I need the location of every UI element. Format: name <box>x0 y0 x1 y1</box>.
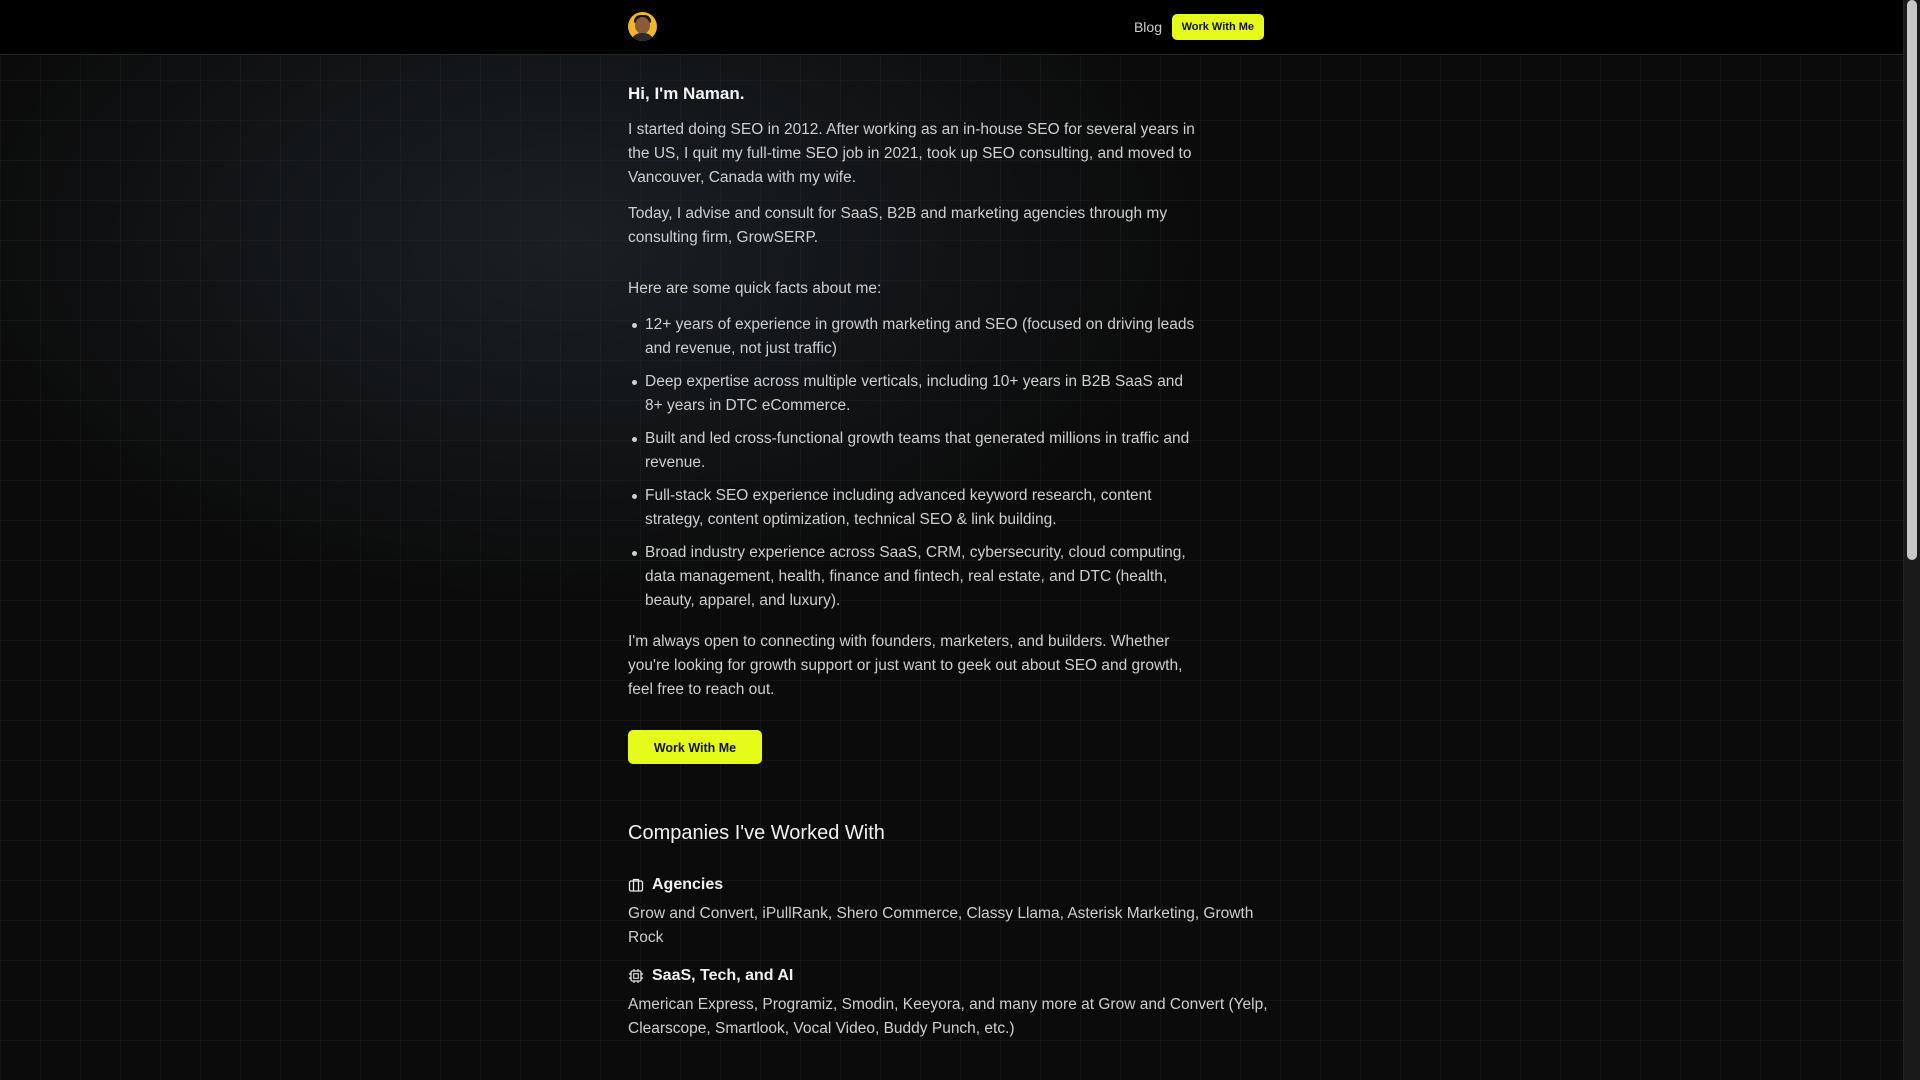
closing-paragraph: I'm always open to connecting with founders, marketers, and builders. Whether you're looking for growth support or just want to geek out about SEO and growth, feel free to reach out. <box>628 633 1183 698</box>
avatar-face <box>635 17 650 34</box>
chip-icon <box>628 968 644 984</box>
intro-title: Hi, I'm Naman. <box>628 84 745 103</box>
main-content <box>628 54 1288 1041</box>
nav-container <box>628 0 1264 54</box>
category-saas-header <box>628 964 1288 988</box>
fact-item: Deep expertise across multiple verticals, including 10+ years in B2B SaaS and 8+ years in DTC eCommerce. <box>645 370 1200 418</box>
avatar-icon[interactable] <box>628 12 657 41</box>
facts-list <box>628 313 1200 613</box>
scrollbar[interactable] <box>1903 0 1920 1080</box>
fact-item: Built and led cross-functional growth teams that generated millions in traffic and revenue. <box>645 427 1200 475</box>
scrollbar-thumb[interactable] <box>1907 0 1917 560</box>
fact-item: Full-stack SEO experience including advanced keyword research, content strategy, content optimization, technical SEO & link building. <box>645 484 1200 532</box>
work-with-me-button[interactable]: Work With Me <box>628 730 762 764</box>
nav-blog-link[interactable]: Blog <box>1133 19 1162 35</box>
fact-item: Broad industry experience across SaaS, CRM, cybersecurity, cloud computing, data management, health, finance and fintech, real estate, and DTC (health, beauty, apparel, and luxury). <box>645 541 1200 613</box>
intro-paragraph-2: Today, I advise and consult for SaaS, B2B and marketing agencies through my consulting firm, GrowSERP. <box>628 205 1168 246</box>
category-agencies-list: Grow and Convert, iPullRank, Shero Commerce, Classy Llama, Asterisk Marketing, Growth Rock <box>628 905 1254 946</box>
fact-item: 12+ years of experience in growth marketing and SEO (focused on driving leads and revenue, not just traffic) <box>645 313 1200 361</box>
category-title: Agencies <box>652 876 724 893</box>
companies-title: Companies I've Worked With <box>628 822 885 844</box>
top-nav <box>0 0 1904 55</box>
nav-work-with-me-button[interactable]: Work With Me <box>1172 14 1264 40</box>
category-saas-list: American Express, Programiz, Smodin, Keeyora, and many more at Grow and Convert (Yelp, Clearscope, Smartlook, Vocal Video, Buddy Punch, etc.) <box>628 996 1268 1037</box>
facts-intro: Here are some quick facts about me: <box>628 280 882 297</box>
category-agencies-header <box>628 873 1288 897</box>
briefcase-icon <box>628 877 644 893</box>
intro-paragraph-1: I started doing SEO in 2012. After working as an in-house SEO for several years in the US, I quit my full-time SEO job in 2021, took up SEO consulting, and moved to Vancouver, Canada with my wife. <box>628 121 1195 186</box>
category-title: SaaS, Tech, and AI <box>652 967 794 984</box>
avatar-body <box>631 33 654 41</box>
